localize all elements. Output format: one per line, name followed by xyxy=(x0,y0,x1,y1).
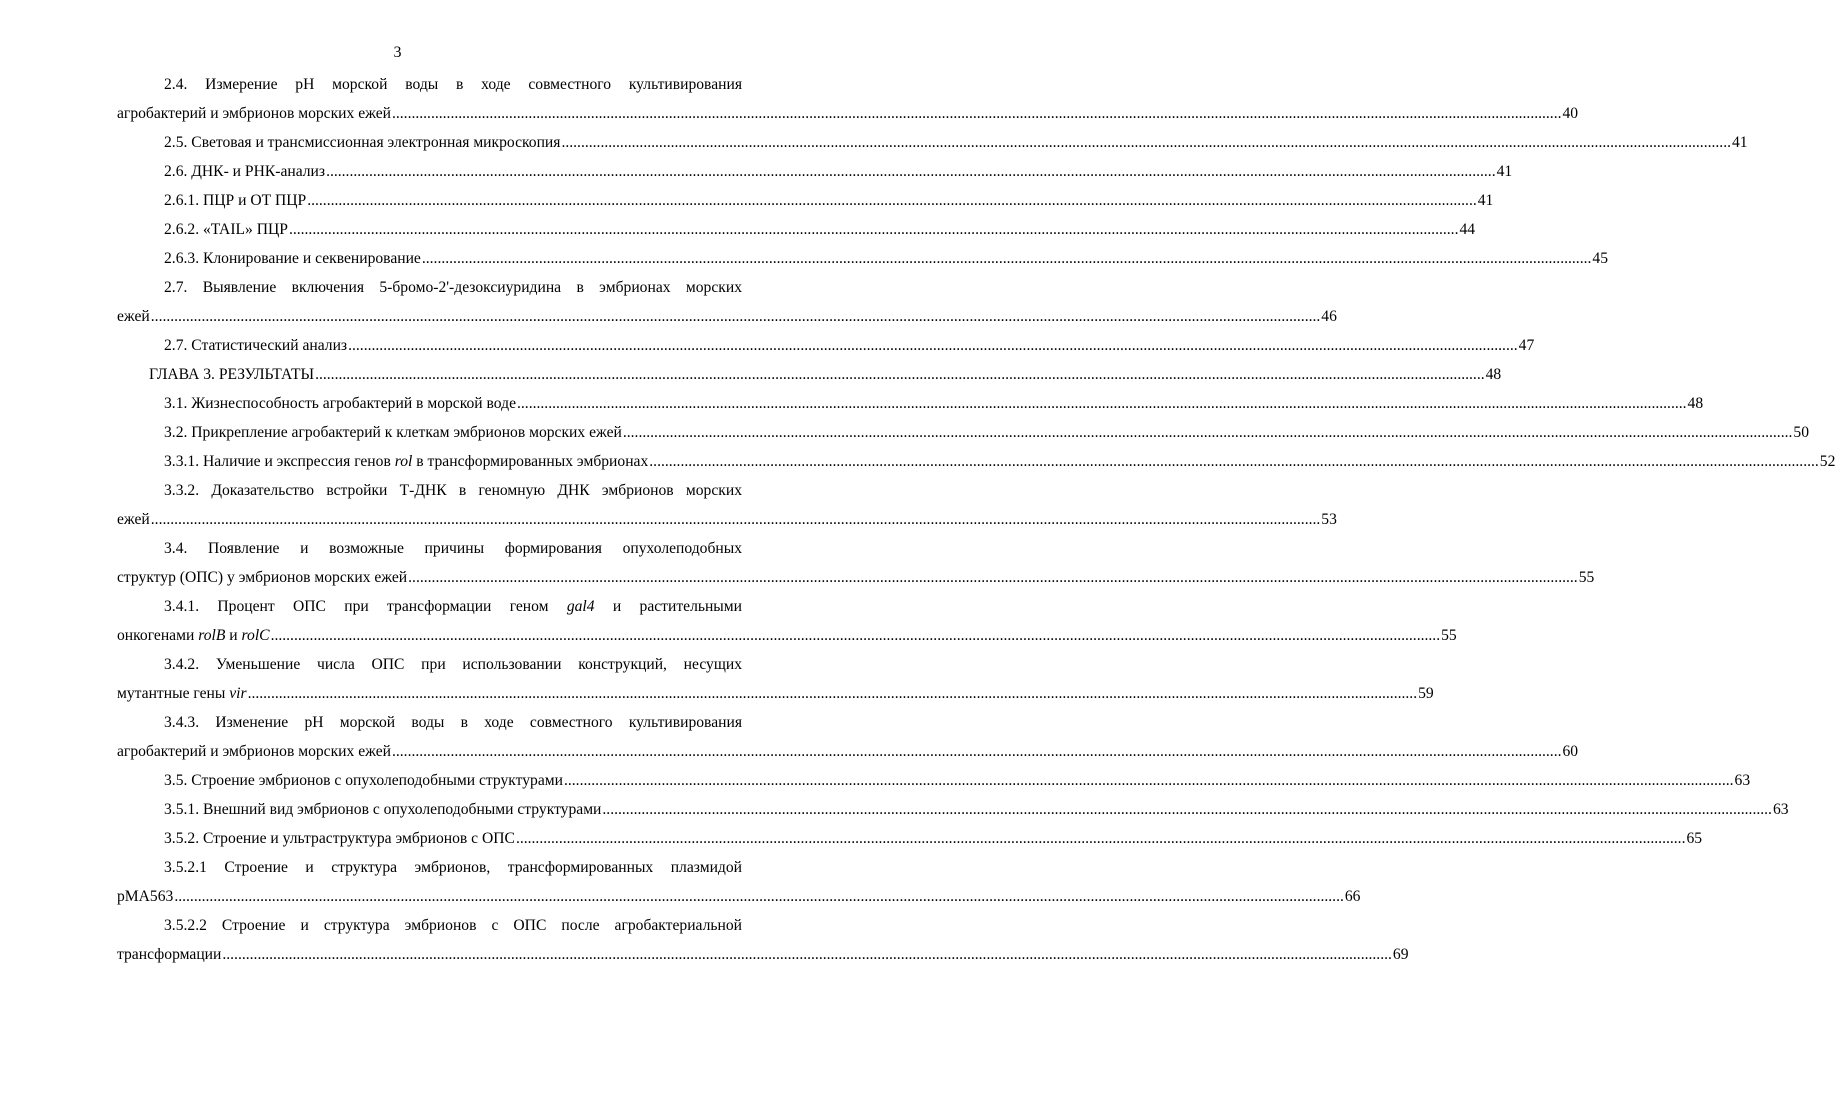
title-text: в трансформированных эмбрионах xyxy=(412,453,649,470)
dot-leader: ............................................................................................................................................................................................................................................................................................................ xyxy=(270,627,1441,644)
toc-entry-title: 3.5.1. Внешний вид эмбрионов с опухолеподобными структурами xyxy=(164,801,602,818)
gene-name: rolC xyxy=(241,627,270,644)
dot-leader: ............................................................................................................................................................................................................................................................................................................ xyxy=(307,192,1477,209)
toc-entry-3-5-2-2[interactable] xyxy=(117,911,1409,969)
toc-entry-title-line1: 3.4.2. Уменьшение числа ОПС при использовании конструкций, несущих xyxy=(164,656,742,673)
toc-page-number: 48 xyxy=(1687,395,1704,412)
toc-page-number: 63 xyxy=(1734,772,1751,789)
toc-entry-3-1[interactable] xyxy=(117,389,1704,418)
toc-page-number: 46 xyxy=(1321,308,1337,325)
toc-entry-2-6-3[interactable] xyxy=(117,244,1608,273)
toc-entry-3-3-1[interactable] xyxy=(117,447,1835,476)
toc-entry-title-line2: ежей xyxy=(117,308,150,325)
toc-entry-3-3-2[interactable] xyxy=(117,476,1337,534)
dot-leader: ............................................................................................................................................................................................................................................................................................................ xyxy=(391,743,1562,760)
toc-entry-3-5-2-1[interactable] xyxy=(117,853,1361,911)
title-text: и растительными xyxy=(594,598,742,615)
toc-entry-title-line2: трансформации xyxy=(117,946,222,963)
toc-entry-title: 2.6.1. ПЦР и ОТ ПЦР xyxy=(164,192,307,209)
dot-leader: ............................................................................................................................................................................................................................................................................................................ xyxy=(602,801,1772,818)
toc-entry-title-line2: ежей xyxy=(117,511,150,528)
table-of-contents xyxy=(117,70,1835,969)
dot-leader: ............................................................................................................................................................................................................................................................................................................ xyxy=(150,511,1321,528)
toc-entry-title-line1: 3.4.3. Изменение pH морской воды в ходе совместного культивирования xyxy=(164,714,742,731)
toc-entry-3-5-1[interactable] xyxy=(117,795,1789,824)
toc-entry-3-2[interactable] xyxy=(117,418,1809,447)
toc-entry-title-line2 xyxy=(117,679,247,708)
toc-entry-title: 3.5.2. Строение и ультраструктура эмбрионов с ОПС xyxy=(164,830,515,847)
toc-entry-chapter-3[interactable] xyxy=(117,360,1502,389)
dot-leader: ............................................................................................................................................................................................................................................................................................................ xyxy=(315,366,1485,383)
toc-entry-title: 2.5. Световая и трансмиссионная электронная микроскопия xyxy=(164,134,561,151)
toc-entry-title: 2.6.2. «TAIL» ПЦР xyxy=(164,221,288,238)
page-number: 3 xyxy=(393,44,402,61)
toc-entry-title-line2: pMA563 xyxy=(117,888,174,905)
toc-page-number: 47 xyxy=(1518,337,1535,354)
toc-entry-title-line1 xyxy=(117,592,742,621)
toc-entry-title: 3.1. Жизнеспособность агробактерий в морской воде xyxy=(164,395,516,412)
dot-leader: ............................................................................................................................................................................................................................................................................................................ xyxy=(408,569,1578,586)
dot-leader: ............................................................................................................................................................................................................................................................................................................ xyxy=(563,772,1734,789)
toc-entry-title: 3.2. Прикрепление агробактерий к клеткам эмбрионов морских ежей xyxy=(164,424,622,441)
toc-page-number: 48 xyxy=(1485,366,1502,383)
toc-entry-2-6-2[interactable] xyxy=(117,215,1476,244)
toc-page-number: 45 xyxy=(1592,250,1608,267)
toc-page-number: 41 xyxy=(1731,134,1748,151)
toc-entry-title xyxy=(164,447,648,476)
toc-page-number: 69 xyxy=(1392,946,1409,963)
toc-page-number: 40 xyxy=(1562,105,1579,122)
toc-entry-title-line2: агробактерий и эмбрионов морских ежей xyxy=(117,743,391,760)
toc-entry-2-7-brdu[interactable] xyxy=(117,273,1337,331)
dot-leader: ............................................................................................................................................................................................................................................................................................................ xyxy=(622,424,1793,441)
title-text: и xyxy=(225,627,242,644)
title-text: 3.3.1. Наличие и экспрессия генов xyxy=(164,453,395,470)
toc-entry-title-line1: 3.3.2. Доказательство встройки Т-ДНК в геномную ДНК эмбрионов морских xyxy=(164,482,742,499)
toc-entry-title-line1: 3.5.2.1 Строение и структура эмбрионов, трансформированных плазмидой xyxy=(164,859,742,876)
title-text: мутантные гены xyxy=(117,685,230,702)
toc-page-number: 60 xyxy=(1562,743,1579,760)
dot-leader: ............................................................................................................................................................................................................................................................................................................ xyxy=(515,830,1686,847)
toc-entry-title: 2.7. Статистический анализ xyxy=(164,337,348,354)
toc-page-number: 65 xyxy=(1686,830,1703,847)
toc-entry-2-6-1[interactable] xyxy=(117,186,1494,215)
toc-page-number: 66 xyxy=(1344,888,1361,905)
dot-leader: ............................................................................................................................................................................................................................................................................................................ xyxy=(174,888,1344,905)
toc-entry-3-4-3[interactable] xyxy=(117,708,1579,766)
toc-page-number: 55 xyxy=(1578,569,1595,586)
toc-entry-3-4-1[interactable] xyxy=(117,592,1457,650)
gene-name: rol xyxy=(394,453,413,470)
toc-page-number: 55 xyxy=(1441,627,1457,644)
toc-page-number: 52 xyxy=(1819,453,1835,470)
dot-leader: ............................................................................................................................................................................................................................................................................................................ xyxy=(247,685,1418,702)
toc-entry-2-6[interactable] xyxy=(117,157,1513,186)
dot-leader: ............................................................................................................................................................................................................................................................................................................ xyxy=(421,250,1592,267)
toc-entry-2-5[interactable] xyxy=(117,128,1748,157)
toc-entry-title: 2.6. ДНК- и РНК-анализ xyxy=(164,163,326,180)
toc-page-number: 50 xyxy=(1793,424,1809,441)
toc-entry-title-line1: 3.4. Появление и возможные причины формирования опухолеподобных xyxy=(164,540,742,557)
toc-entry-2-4[interactable] xyxy=(117,70,1579,128)
gene-name: vir xyxy=(229,685,247,702)
toc-entry-title-line1: 3.5.2.2 Строение и структура эмбрионов с ОПС после агробактериальной xyxy=(164,917,742,934)
dot-leader: ............................................................................................................................................................................................................................................................................................................ xyxy=(288,221,1459,238)
title-text: 3.4.1. Процент ОПС при трансформации геном xyxy=(164,598,567,615)
toc-entry-title: 3.5. Строение эмбрионов с опухолеподобными структурами xyxy=(164,772,563,789)
dot-leader: ............................................................................................................................................................................................................................................................................................................ xyxy=(649,453,1819,470)
toc-entry-title-line2 xyxy=(117,621,270,650)
toc-entry-title-line1: 2.4. Измерение pH морской воды в ходе совместного культивирования xyxy=(164,76,742,93)
toc-page-number: 63 xyxy=(1772,801,1789,818)
toc-page-number: 53 xyxy=(1321,511,1337,528)
dot-leader: ............................................................................................................................................................................................................................................................................................................ xyxy=(348,337,1518,354)
dot-leader: ............................................................................................................................................................................................................................................................................................................ xyxy=(222,946,1392,963)
toc-entry-3-4-2[interactable] xyxy=(117,650,1434,708)
toc-entry-title-line2: агробактерий и эмбрионов морских ежей xyxy=(117,105,391,122)
toc-entry-3-5[interactable] xyxy=(117,766,1751,795)
toc-page-number: 59 xyxy=(1418,685,1434,702)
toc-entry-3-4[interactable] xyxy=(117,534,1595,592)
gene-name: gal4 xyxy=(566,598,595,615)
dot-leader: ............................................................................................................................................................................................................................................................................................................ xyxy=(150,308,1321,325)
dot-leader: ............................................................................................................................................................................................................................................................................................................ xyxy=(391,105,1562,122)
gene-name: rolB xyxy=(198,627,226,644)
dot-leader: ............................................................................................................................................................................................................................................................................................................ xyxy=(561,134,1731,151)
toc-entry-2-7-statistics[interactable] xyxy=(117,331,1535,360)
title-text: онкогенами xyxy=(117,627,199,644)
toc-entry-title-line2: структур (ОПС) у эмбрионов морских ежей xyxy=(117,569,408,586)
toc-page-number: 41 xyxy=(1496,163,1513,180)
toc-entry-title: ГЛАВА 3. РЕЗУЛЬТАТЫ xyxy=(149,366,315,383)
toc-page-number: 41 xyxy=(1477,192,1494,209)
toc-entry-title-line1: 2.7. Выявление включения 5-бромо-2'-дезоксиуридина в эмбрионах морских xyxy=(164,279,742,296)
dot-leader: ............................................................................................................................................................................................................................................................................................................ xyxy=(326,163,1496,180)
toc-entry-3-5-2[interactable] xyxy=(117,824,1703,853)
toc-page-number: 44 xyxy=(1459,221,1476,238)
toc-entry-title: 2.6.3. Клонирование и секвенирование xyxy=(164,250,421,267)
dot-leader: ............................................................................................................................................................................................................................................................................................................ xyxy=(517,395,1687,412)
